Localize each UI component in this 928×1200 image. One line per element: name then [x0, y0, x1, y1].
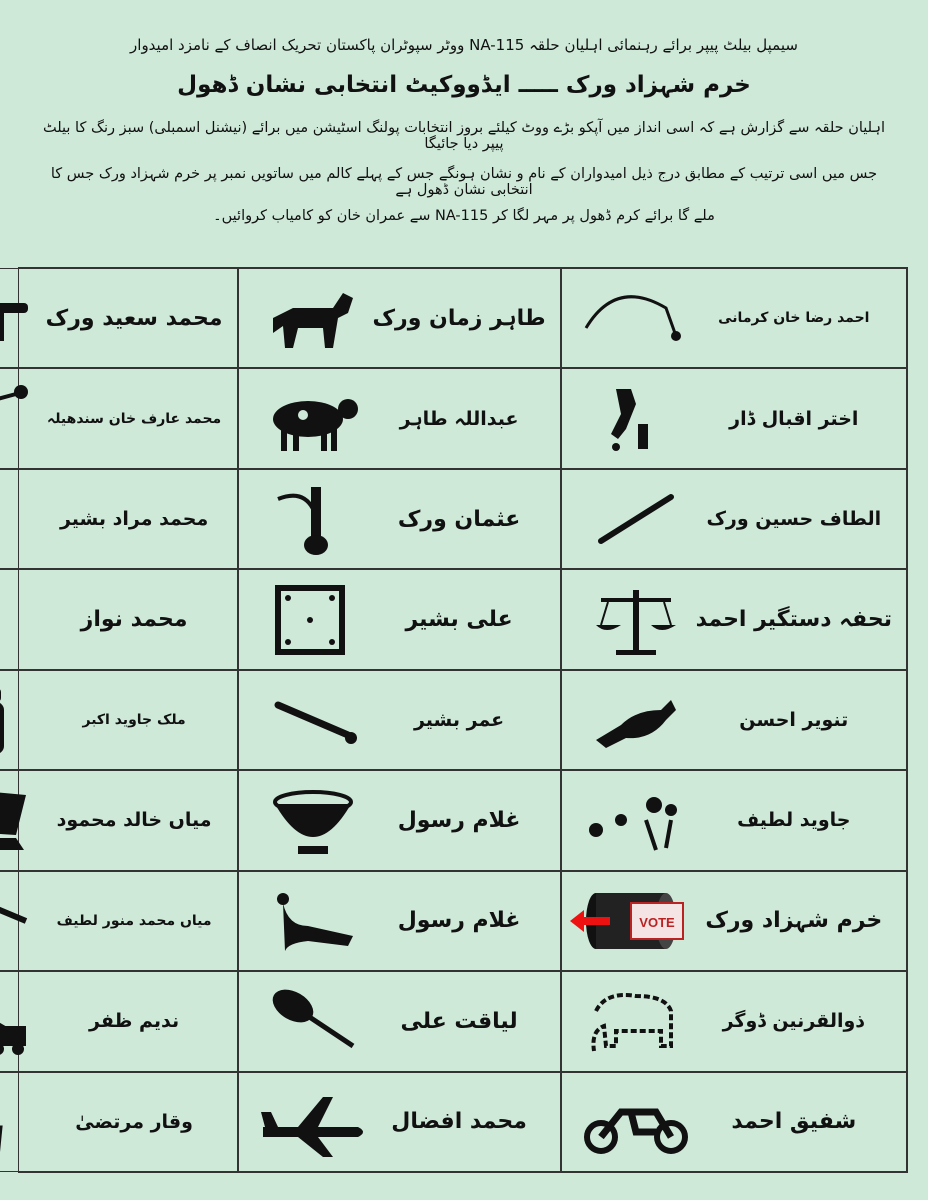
candidate-name: لیاقت علی — [400, 1008, 518, 1034]
candidate-name: شفیق احمد — [731, 1109, 857, 1135]
candidate-name: تنویر احسن — [739, 708, 849, 731]
candidate-cell — [238, 268, 561, 368]
candidate-name: محمد نواز — [80, 607, 188, 633]
dove-icon — [576, 680, 696, 760]
candidate-name: خرم شہزاد ورک — [705, 908, 883, 934]
candidate-name: غلام رسول — [397, 807, 521, 833]
candidate-cell — [561, 268, 907, 368]
tools-icon — [0, 278, 46, 358]
candidate-name: محمد سعید ورک — [45, 305, 223, 331]
candidate-name: عبداللہ طاہر — [399, 407, 519, 430]
candidate-name: الطاف حسین ورک — [706, 508, 882, 531]
candidate-name: احمد رضا خان کرمانی — [718, 310, 870, 327]
candidate-name: ملک جاوید اکبر — [82, 711, 186, 728]
cricket-icon — [0, 881, 46, 961]
motorcycle-icon — [576, 1082, 696, 1162]
flute-icon — [253, 680, 373, 760]
candidate-cell — [238, 469, 561, 569]
chair-icon — [0, 1082, 46, 1162]
candidate-cell — [0, 569, 238, 669]
arrow-icon — [570, 910, 610, 932]
candidate-cell-highlight — [561, 871, 907, 971]
goat-icon — [253, 379, 373, 459]
candidate-name: علی بشیر — [405, 607, 513, 633]
candidate-name: غلام رسول — [397, 908, 521, 934]
candidate-cell — [0, 971, 238, 1071]
candidate-cell — [238, 1072, 561, 1172]
candidate-name: ذوالقرنین ڈوگر — [722, 1010, 866, 1033]
crane-icon — [0, 981, 46, 1061]
candidate-cell — [0, 670, 238, 770]
airplane-icon — [253, 1082, 373, 1162]
candidate-cell — [0, 469, 238, 569]
candidate-cell — [0, 871, 238, 971]
candidate-cell — [0, 268, 238, 368]
elephant-icon — [576, 981, 696, 1061]
candidate-cell — [0, 368, 238, 468]
instruction-line-2: جس میں اسی ترتیب کے مطابق درج ذیل امیدواران کے نام و نشان ہونگے جس کے پہلے کالم میں ساتویں نمبر پر خرم شہزاد ورک جس کا انتخابی نشان ڈھول ہے — [50, 166, 878, 198]
page-title: خرم شہزاد ورک ـــــ ایڈووکیٹ انتخابی نشان ڈھول — [177, 72, 751, 98]
candidate-cell — [561, 971, 907, 1071]
candidate-name: میاں خالد محمود — [56, 809, 212, 832]
racket-icon — [253, 981, 373, 1061]
candidate-cell — [0, 770, 238, 870]
vote-label: VOTE — [638, 914, 675, 930]
candidate-cell — [561, 368, 907, 468]
candidate-cell — [561, 1072, 907, 1172]
bowl-icon — [253, 780, 373, 860]
laptop-icon — [0, 780, 46, 860]
candidate-cell — [561, 469, 907, 569]
candidate-name: جاوید لطیف — [737, 809, 851, 832]
horse-icon — [253, 278, 373, 358]
microphone-icon — [0, 379, 46, 459]
header-line: سیمپل بیلٹ پیپر برائے رہنمائی اہلیان حلقہ NA-115 ووٹر سپوٹران پاکستان تحریک انصاف کے نامزد امیدوار — [130, 36, 798, 54]
rosette-icon — [0, 479, 46, 559]
peacock-icon — [253, 881, 373, 961]
candidate-cell — [238, 871, 561, 971]
bulb-icon — [0, 580, 46, 660]
stick-icon — [576, 479, 696, 559]
candidate-cell — [238, 971, 561, 1071]
instruction-line-3: ملے گا برائے کرم ڈھول پر مہر لگا کر NA-115 سے عمران خان کو کامیاب کروائیں۔ — [213, 208, 715, 224]
tap-icon — [576, 379, 696, 459]
candidate-name: طاہر زمان ورک — [372, 305, 546, 331]
candidate-cell — [238, 569, 561, 669]
candidate-cell — [238, 770, 561, 870]
sickle-icon — [576, 278, 696, 358]
candidate-name: وقار مرتضیٰ — [75, 1110, 193, 1133]
instruction-line-1: اہلیان حلقہ سے گزارش ہے کہ اسی انداز میں آپکو بڑے ووٹ کیلئے بروز انتخابات پولنگ اسٹیشن میں برائے (نیشنل اسمبلی) سبز رنگ کا بیلٹ پیپر دیا جائیگا — [43, 120, 885, 152]
flowers-icon — [576, 780, 696, 860]
candidate-cell — [561, 569, 907, 669]
candidate-cell — [238, 670, 561, 770]
candidate-name: محمد افضال — [391, 1109, 527, 1135]
candidate-name: عثمان ورک — [397, 506, 521, 532]
ballot-grid — [18, 267, 908, 1173]
candidate-cell — [561, 670, 907, 770]
candidate-name: محمد عارف خان سندھیلہ — [47, 410, 222, 427]
candidate-name: عمر بشیر — [413, 708, 505, 731]
candidate-name: محمد مراد بشیر — [59, 508, 209, 531]
candidate-cell — [0, 1072, 238, 1172]
cooker-icon — [0, 680, 46, 760]
candidate-name: تحفہ دستگیر احمد — [695, 607, 892, 633]
candidate-name: ندیم ظفر — [89, 1010, 180, 1033]
candidate-cell — [238, 368, 561, 468]
scales-icon — [576, 580, 696, 660]
hookah-icon — [253, 479, 373, 559]
carrom-icon — [253, 580, 373, 660]
candidate-name: میاں محمد منور لطیف — [56, 912, 212, 929]
candidate-name: اختر اقبال ڈار — [729, 407, 859, 430]
candidate-cell — [561, 770, 907, 870]
